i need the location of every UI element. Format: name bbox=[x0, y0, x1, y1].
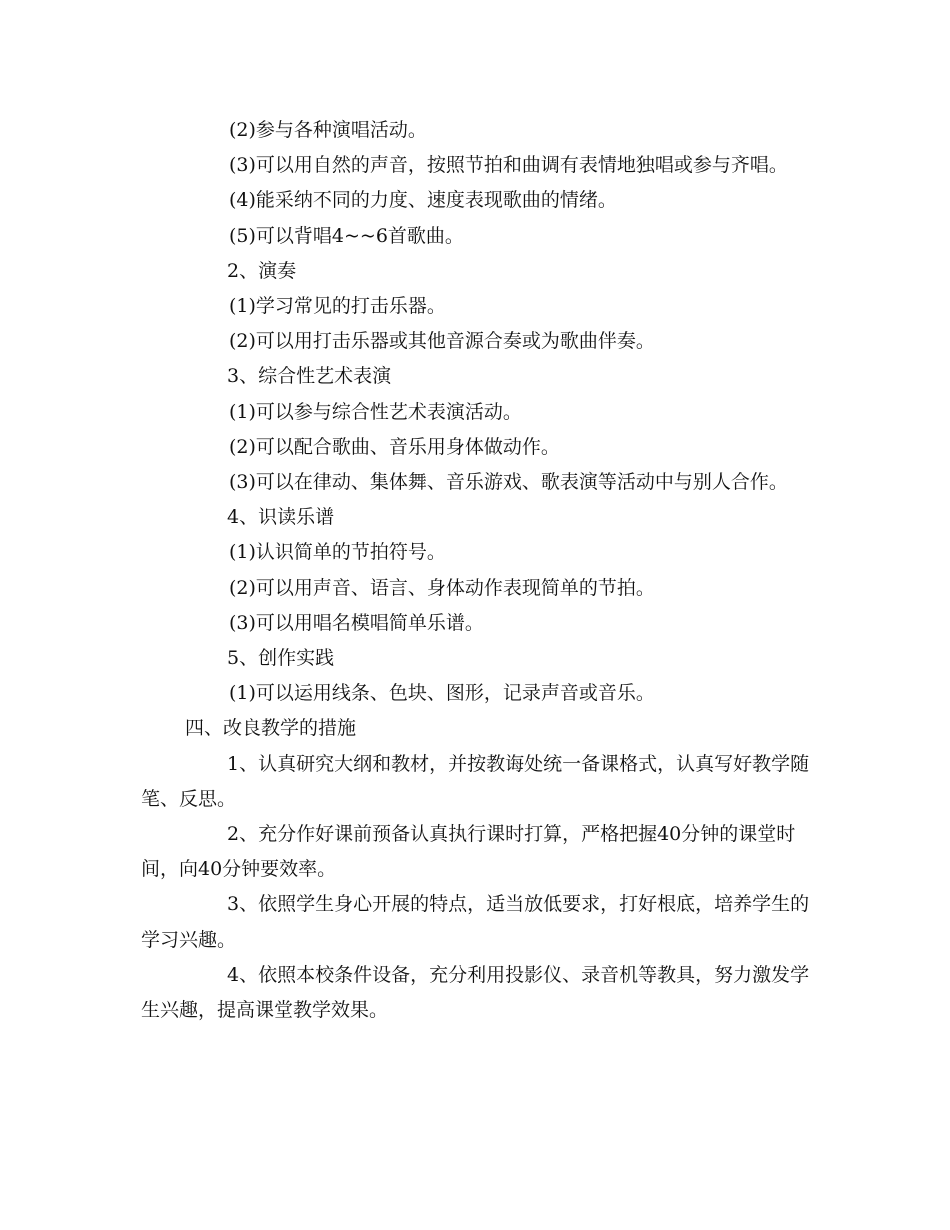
paragraph: (1)可以运用线条、色块、图形，记录声音或音乐。 bbox=[229, 682, 655, 705]
paragraph: (3)可以在律动、集体舞、音乐游戏、歌表演等活动中与别人合作。 bbox=[229, 471, 788, 494]
paragraph: 3、依照学生身心开展的特点，适当放低要求，打好根底，培养学生的学习兴趣。 bbox=[141, 893, 810, 951]
paragraph: (2)参与各种演唱活动。 bbox=[229, 119, 427, 141]
paragraph: (3)可以用自然的声音，按照节拍和曲调有表情地独唱或参与齐唱。 bbox=[229, 154, 788, 177]
paragraph: 4、依照本校条件设备，充分利用投影仪、录音机等教具，努力激发学生兴趣，提高课堂教学效果。 bbox=[141, 963, 810, 1022]
paragraph: (4)能采纳不同的力度、速度表现歌曲的情绪。 bbox=[229, 189, 617, 212]
paragraph: (1)认识简单的节拍符号。 bbox=[229, 541, 446, 564]
paragraph: (3)可以用唱名模唱简单乐谱。 bbox=[229, 611, 484, 634]
section-heading: 2、演奏 bbox=[227, 259, 297, 282]
paragraph: (5)可以背唱4~~6首歌曲。 bbox=[229, 224, 464, 247]
paragraph: (2)可以用声音、语言、身体动作表现简单的节拍。 bbox=[229, 576, 655, 599]
paragraph: (1)可以参与综合性艺术表演活动。 bbox=[229, 400, 522, 423]
section-heading: 5、创作实践 bbox=[227, 647, 335, 670]
paragraph: (1)学习常见的打击乐器。 bbox=[229, 295, 446, 318]
paragraph: (2)可以用打击乐器或其他音源合奏或为歌曲伴奏。 bbox=[229, 330, 655, 353]
chapter-heading: 四、改良教学的措施 bbox=[185, 717, 357, 740]
document-body bbox=[141, 113, 811, 1028]
section-heading: 3、综合性艺术表演 bbox=[227, 365, 392, 388]
paragraph: 2、充分作好课前预备认真执行课时打算，严格把握40分钟的课堂时间，向40分钟要效率。 bbox=[141, 823, 796, 881]
paragraph: 1、认真研究大纲和教材，并按教诲处统一备课格式，认真写好教学随笔、反思。 bbox=[141, 752, 810, 810]
section-heading: 4、识读乐谱 bbox=[227, 506, 335, 529]
paragraph: (2)可以配合歌曲、音乐用身体做动作。 bbox=[229, 435, 560, 458]
